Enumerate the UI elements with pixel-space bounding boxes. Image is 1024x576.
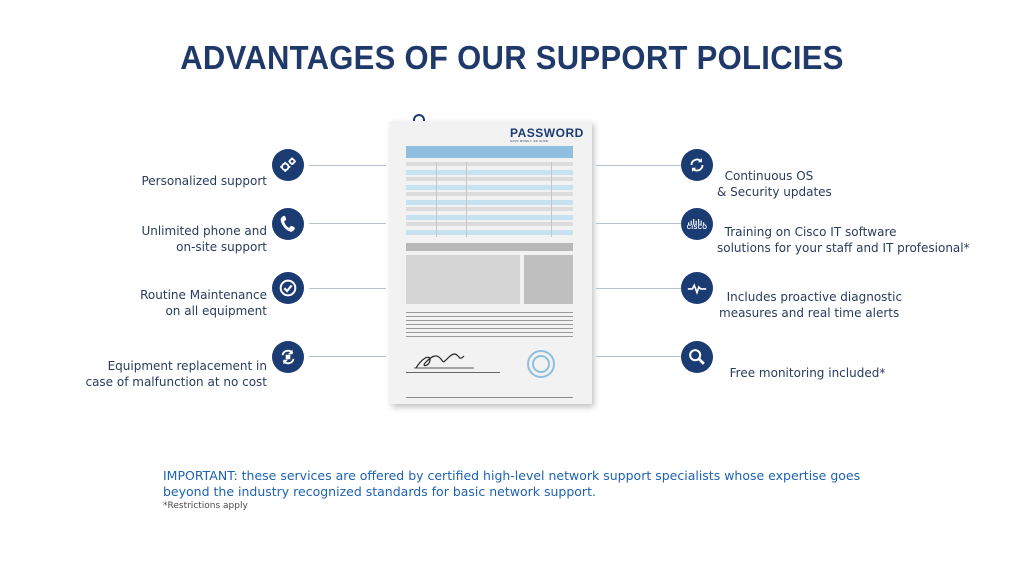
feature-phone-support xyxy=(134,207,267,255)
logo-text: PASSWORD xyxy=(510,126,584,140)
feature-label: Unlimited phone and on-site support xyxy=(141,224,267,254)
feature-os-updates xyxy=(717,152,832,200)
feature-proactive-diagnostic xyxy=(719,273,902,321)
restrictions-note: *Restrictions apply xyxy=(163,501,248,511)
connector-line xyxy=(309,165,386,166)
connector-line xyxy=(309,288,386,289)
cisco-logo-icon xyxy=(681,208,713,240)
magnifier-icon xyxy=(681,341,713,373)
feature-label: Free monitoring included* xyxy=(729,366,886,380)
replace-arrows-icon xyxy=(272,341,304,373)
feature-equipment-replacement xyxy=(85,342,267,390)
cisco-label: CISCO xyxy=(686,224,708,231)
connector-line xyxy=(596,356,681,357)
connector-line xyxy=(596,165,681,166)
connector-line xyxy=(309,223,386,224)
password-logo xyxy=(510,126,584,143)
doc-image-block xyxy=(524,255,573,304)
connector-line xyxy=(596,288,681,289)
checkmark-icon xyxy=(272,272,304,304)
feature-label: Equipment replacement in case of malfunction at no cost xyxy=(85,359,267,389)
gears-icon xyxy=(272,149,304,181)
doc-signature-line xyxy=(406,372,500,373)
feature-label: Includes proactive diagnostic measures and real time alerts xyxy=(719,290,903,320)
feature-label: Personalized support xyxy=(141,174,267,188)
connector-line xyxy=(309,356,386,357)
doc-table xyxy=(406,162,573,237)
feature-cisco-training xyxy=(717,208,970,256)
logo-tagline: SAVE MONEY. BE SURE xyxy=(510,139,549,143)
important-notice: IMPORTANT: these services are offered by certified high-level network support specialists whose expertise goes beyond the industry recognized standards for basic network support. xyxy=(163,468,861,499)
feature-personalized-support xyxy=(134,157,267,189)
feature-label: Continuous OS & Security updates xyxy=(717,169,832,199)
connector-line xyxy=(596,223,681,224)
feature-routine-maintenance xyxy=(132,271,267,319)
doc-footer-line xyxy=(406,397,573,398)
phone-icon xyxy=(272,208,304,240)
feature-label: Routine Maintenance on all equipment xyxy=(140,288,267,318)
page-title: ADVANTAGES OF OUR SUPPORT POLICIES xyxy=(180,38,844,77)
feature-free-monitoring xyxy=(722,349,885,381)
document-illustration xyxy=(390,121,592,404)
stamp-icon xyxy=(526,349,556,379)
doc-divider xyxy=(406,243,573,251)
feature-label: Training on Cisco IT software solutions for your staff and IT profesional* xyxy=(717,225,970,255)
pulse-icon xyxy=(681,272,713,304)
doc-lines xyxy=(406,312,573,338)
doc-header-bar xyxy=(406,146,573,158)
doc-text-block xyxy=(406,255,520,304)
refresh-icon xyxy=(681,149,713,181)
